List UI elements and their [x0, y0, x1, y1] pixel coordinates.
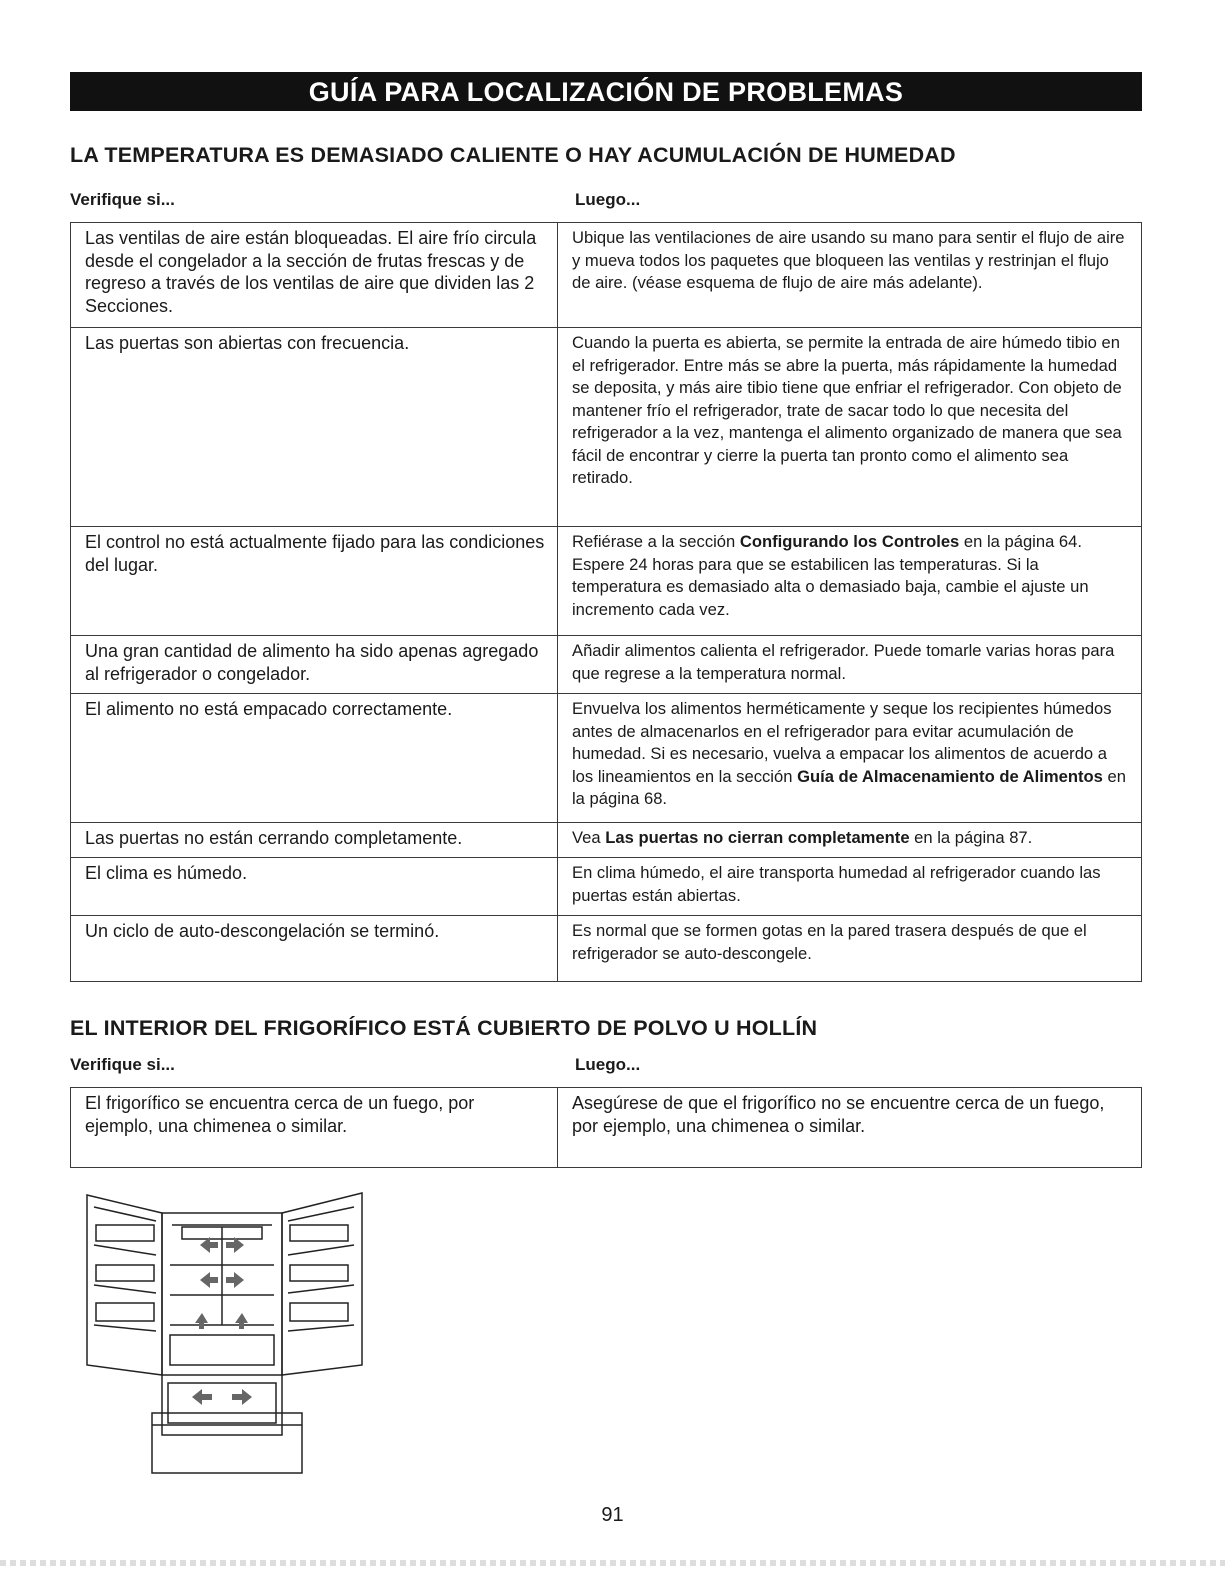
action-cell: Es normal que se formen gotas en la pared trasera después de que el refrigerador se auto-descongele.: [558, 916, 1142, 982]
action-text: en la página 68.: [572, 766, 1126, 808]
action-cell: Cuando la puerta es abierta, se permite la entrada de aire húmedo tibio en el refrigerador. Entre más se abre la puerta, más rápidamente la humedad se deposita, y más aire tibio tiene que enfriar el refrigerador. Con objeto de mantener frío el refrigerador, trate de sacar todo lo que necesita del refrigerador a la vez, mantenga el alimento organizado de manera que sea fácil de encontrar y cierre la puerta tan pronto como el alimento sea retirado.: [558, 328, 1142, 527]
table-row: [71, 823, 1142, 858]
action-text: en la página 64. Espere 24 horas para que se estabilicen las temperaturas. Si la temperatura es demasiado alta o demasiado baja, cambie el ajuste un incremento cada vez.: [572, 532, 1089, 619]
table-row: [71, 694, 1142, 823]
page-header: GUÍA PARA LOCALIZACIÓN DE PROBLEMAS: [70, 72, 1142, 111]
scan-edge-artifact: [0, 1560, 1225, 1566]
action-text: en la página 87.: [909, 828, 1033, 847]
action-cell: Ubique las ventilaciones de aire usando su mano para sentir el flujo de aire y mueva todos los paquetes que bloqueen las ventilas y restrinjan el flujo de aire. (véase esquema de flujo de aire más adelante).: [558, 223, 1142, 328]
check-cell: Las puertas no están cerrando completamente.: [71, 823, 558, 858]
check-cell: El alimento no está empacado correctamente.: [71, 694, 558, 823]
column-header-check: Verifique si...: [70, 1055, 175, 1074]
action-cell: Añadir alimentos calienta el refrigerador. Puede tomarle varias horas para que regrese a la temperatura normal.: [558, 636, 1142, 694]
section-title-dust-soot: EL INTERIOR DEL FRIGORÍFICO ESTÁ CUBIERTO DE POLVO U HOLLÍN: [70, 1016, 818, 1040]
action-cell: [558, 694, 1142, 823]
column-header-check: Verifique si...: [70, 190, 175, 209]
troubleshooting-table-temperature: [70, 222, 1142, 982]
action-text: Vea: [572, 828, 606, 847]
check-cell: Las puertas son abiertas con frecuencia.: [71, 328, 558, 527]
check-cell: Un ciclo de auto-descongelación se terminó.: [71, 916, 558, 982]
table-row: [71, 223, 1142, 328]
reference-puertas-no-cierran: Las puertas no cierran completamente: [605, 828, 910, 847]
action-cell: En clima húmedo, el aire transporta humedad al refrigerador cuando las puertas están abiertas.: [558, 858, 1142, 916]
table-row: [71, 916, 1142, 982]
action-text: Refiérase a la sección: [572, 532, 740, 551]
check-cell: El clima es húmedo.: [71, 858, 558, 916]
check-cell: El control no está actualmente fijado para las condiciones del lugar.: [71, 527, 558, 636]
action-text: Envuelva los alimentos herméticamente y seque los recipientes húmedos antes de almacenarlos en el refrigerador para evitar acumulación de humedad. Si es necesario, vuelva a empacar los alimentos de acuerdo a los lineamientos en la sección: [572, 699, 1112, 786]
reference-configurando-controles: Configurando los Controles: [739, 532, 960, 551]
reference-guia-almacenamiento: Guía de Almacenamiento de Alimentos: [797, 766, 1103, 786]
column-header-action: Luego...: [575, 190, 641, 209]
action-cell: Asegúrese de que el frigorífico no se encuentre cerca de un fuego, por ejemplo, una chimenea o similar.: [558, 1088, 1142, 1168]
refrigerator-airflow-diagram: [82, 1185, 367, 1485]
table-row: [71, 636, 1142, 694]
action-cell: [558, 823, 1142, 858]
section-title-temperature: LA TEMPERATURA ES DEMASIADO CALIENTE O HAY ACUMULACIÓN DE HUMEDAD: [70, 143, 956, 167]
table-row: [71, 527, 1142, 636]
check-cell: Las ventilas de aire están bloqueadas. El aire frío circula desde el congelador a la sección de frutas frescas y de regreso a través de los ventilas de aire que dividen las 2 Secciones.: [71, 223, 558, 328]
action-cell: [558, 527, 1142, 636]
column-header-action: Luego...: [575, 1055, 641, 1074]
troubleshooting-table-dust: [70, 1087, 1142, 1168]
page-number: 91: [601, 1504, 624, 1526]
table-row: [71, 858, 1142, 916]
check-cell: El frigorífico se encuentra cerca de un fuego, por ejemplo, una chimenea o similar.: [71, 1088, 558, 1168]
table-row: [71, 328, 1142, 527]
check-cell: Una gran cantidad de alimento ha sido apenas agregado al refrigerador o congelador.: [71, 636, 558, 694]
table-row: [71, 1088, 1142, 1168]
